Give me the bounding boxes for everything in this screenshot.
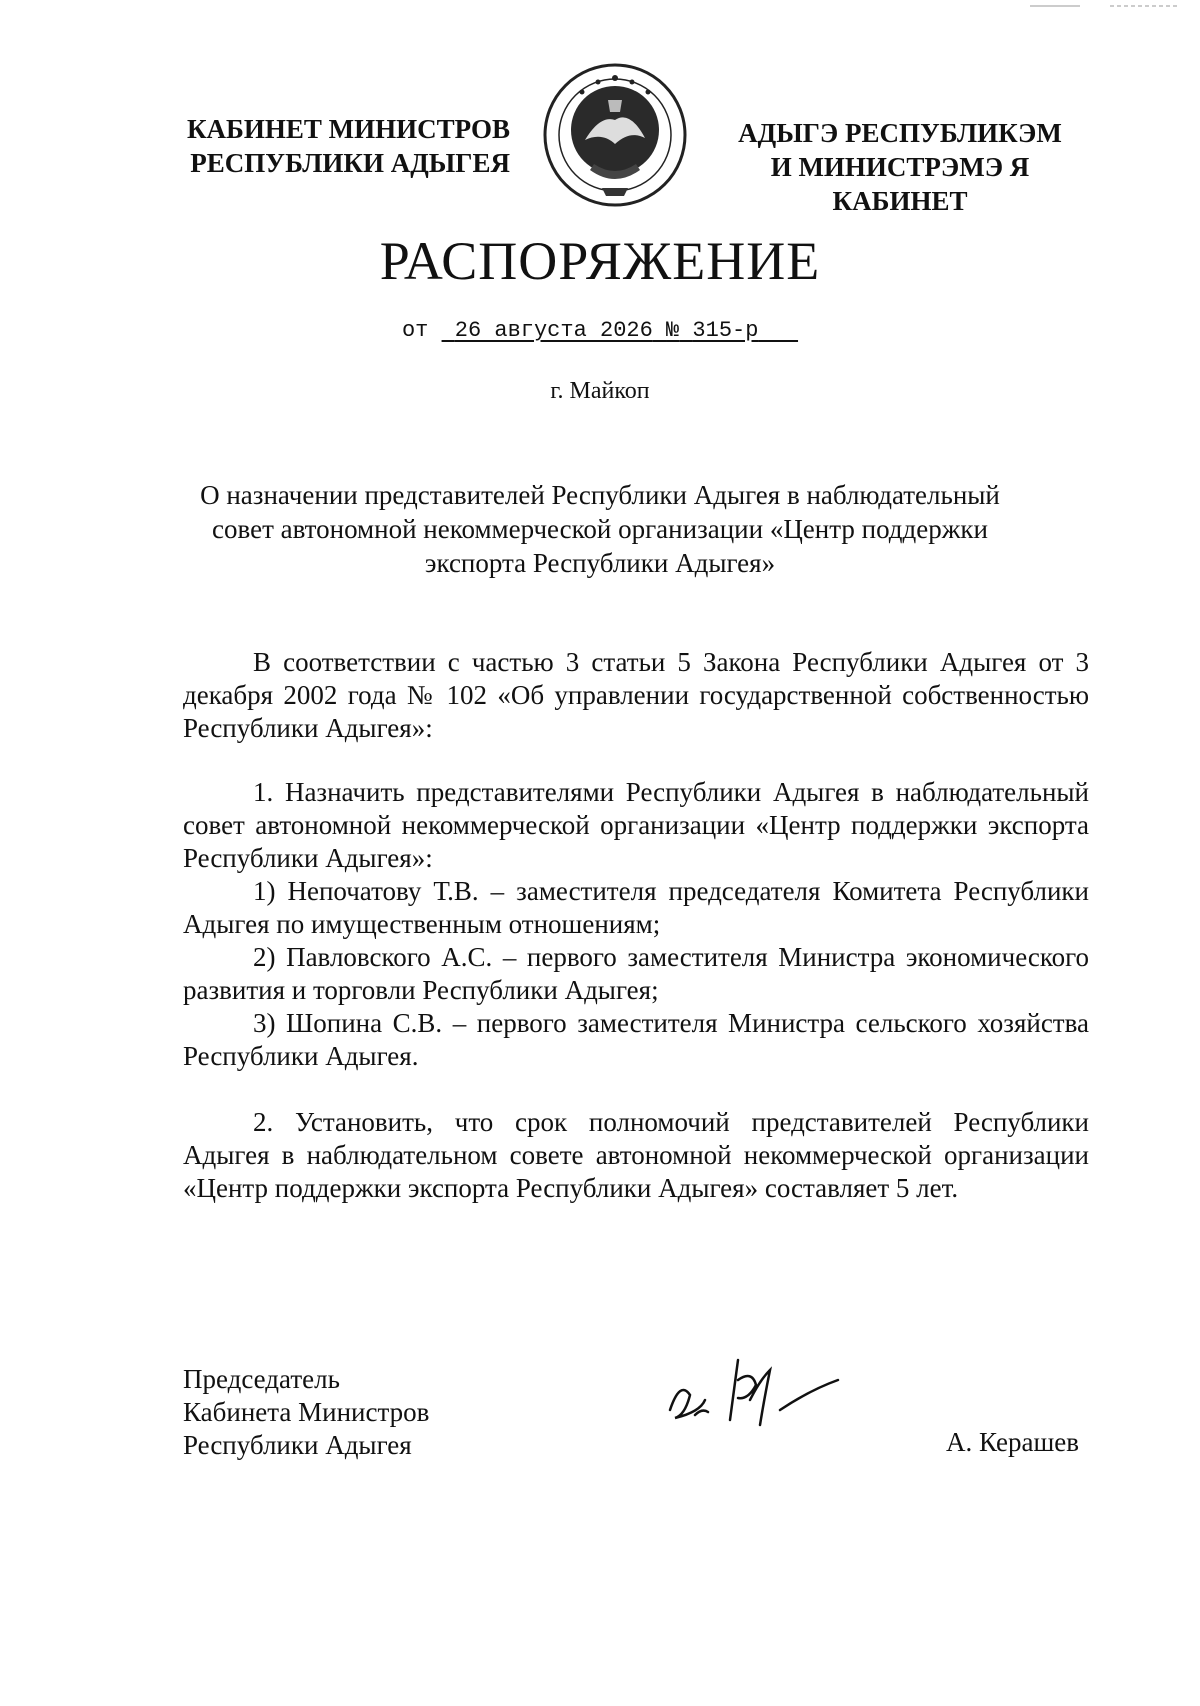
list-item: 2) Павловского А.С. – первого заместителя Министра экономического развития и торговли Республики Адыгея; xyxy=(183,942,1089,1005)
signatory-line1: Председатель xyxy=(183,1364,340,1394)
header-left-line2: РЕСПУБЛИКИ АДЫГЕЯ xyxy=(190,148,510,178)
signatory-line3: Республики Адыгея xyxy=(183,1430,412,1460)
preamble: В соответствии с частью 3 статьи 5 Закона Республики Адыгея от 3 декабря 2002 года № 102 «Об управлении государственной собственностью Республики Адыгея»: xyxy=(183,647,1089,743)
header-left-line1: КАБИНЕТ МИНИСТРОВ xyxy=(186,114,510,144)
date-line xyxy=(0,318,1200,343)
header-left xyxy=(130,112,510,180)
header-right xyxy=(700,116,1100,218)
signer-name: А. Керашев xyxy=(946,1427,1079,1457)
document-number: 315-р xyxy=(692,318,759,343)
signatory-line2: Кабинета Министров xyxy=(183,1397,430,1427)
item-2-block xyxy=(183,1106,1089,1205)
header-right-line2: И МИНИСТРЭМЭ Я КАБИНЕТ xyxy=(770,152,1030,216)
handwritten-signature xyxy=(660,1340,850,1440)
item-1-block xyxy=(183,776,1089,1073)
adygea-coat-of-arms-icon xyxy=(540,60,690,210)
date-prefix: от xyxy=(401,318,429,343)
item-1: 1. Назначить представителями Республики Адыгея в наблюдательный совет автономной некоммерческой организации «Центр поддержки экспорта Республики Адыгея»: xyxy=(183,777,1089,873)
document-title: РАСПОРЯЖЕНИЕ xyxy=(379,231,821,291)
preamble-block xyxy=(183,646,1089,745)
number-label: № xyxy=(666,318,680,343)
item-2: 2. Установить, что срок полномочий представителей Республики Адыгея в наблюдательном совете автономной некоммерческой организации «Центр поддержки экспорта Республики Адыгея» составляет 5 лет. xyxy=(183,1107,1089,1203)
list-item: 3) Шопина С.В. – первого заместителя Министра сельского хозяйства Республики Адыгея. xyxy=(183,1008,1089,1071)
list-item: 1) Непочатову Т.В. – заместителя председателя Комитета Республики Адыгея по имущественным отношениям; xyxy=(183,876,1089,939)
city: г. Майкоп xyxy=(550,378,650,404)
scan-mark xyxy=(1030,4,1180,8)
signatory-position xyxy=(183,1363,429,1462)
subject: О назначении представителей Республики Адыгея в наблюдательный совет автономной некоммерческой организации «Центр поддержки экспорта Республики Адыгея» xyxy=(200,480,1000,578)
date-value: 26 августа 2026 № 315-р xyxy=(454,318,759,343)
header-right-line1: АДЫГЭ РЕСПУБЛИКЭМ xyxy=(738,118,1062,148)
